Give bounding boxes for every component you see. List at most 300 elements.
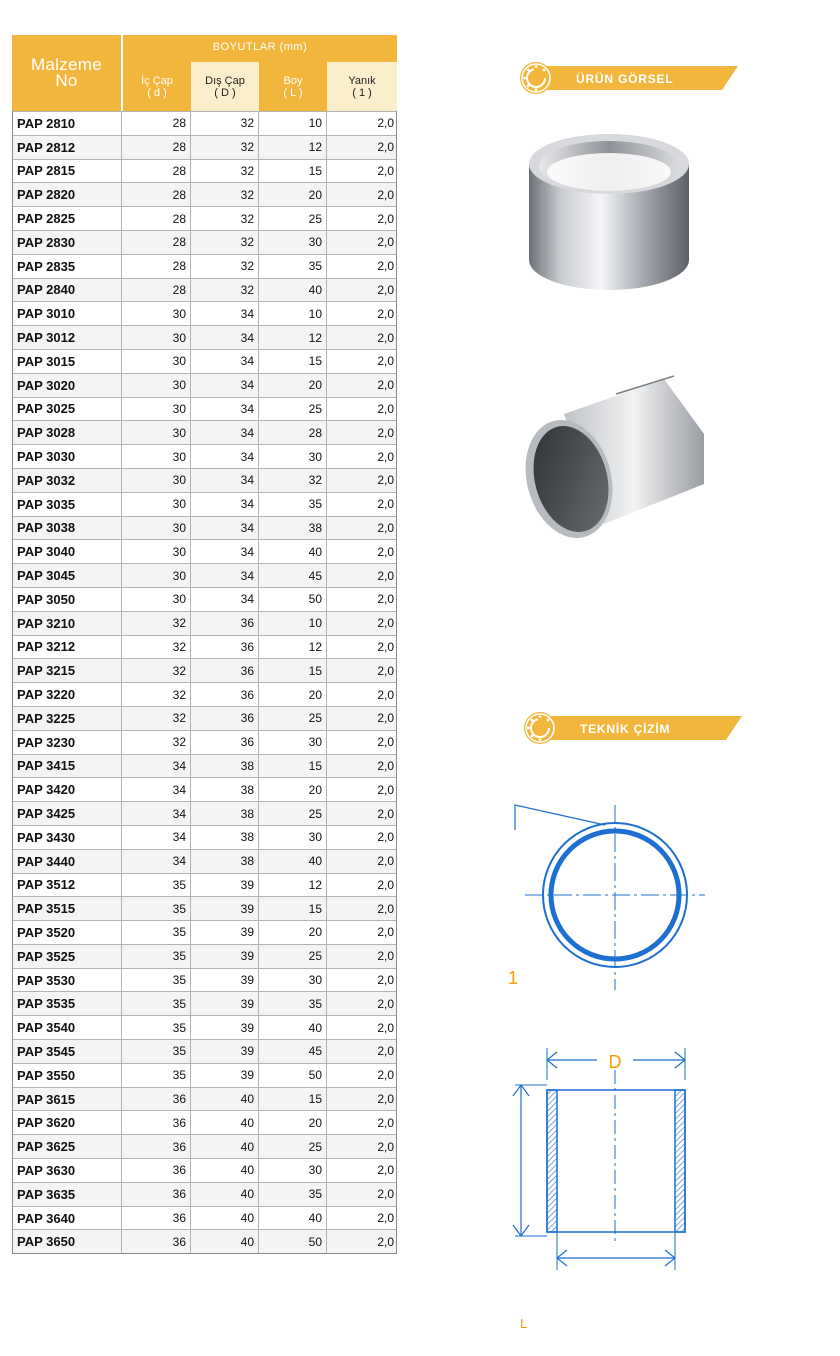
malzeme-no-cell: PAP 3440	[13, 850, 122, 873]
ic-cap-cell: 30	[122, 588, 191, 611]
malzeme-no-cell: PAP 3630	[13, 1159, 122, 1182]
ic-cap-cell: 36	[122, 1088, 191, 1111]
boy-cell: 40	[259, 1016, 327, 1039]
drawing-label-l: L	[520, 1316, 528, 1331]
table-row	[13, 1182, 396, 1206]
boy-cell: 50	[259, 1230, 327, 1253]
table-row	[13, 1063, 396, 1087]
yanik-cell: 2,0	[377, 282, 394, 297]
malzeme-no-cell: PAP 3212	[13, 636, 122, 659]
malzeme-no-cell: PAP 2815	[13, 160, 122, 183]
table-row	[13, 301, 396, 325]
yanik-cell: 2,0	[377, 735, 394, 750]
ic-cap-cell: 28	[122, 231, 191, 254]
boy-cell: 15	[259, 659, 327, 682]
boy-cell: 40	[259, 850, 327, 873]
malzeme-no-cell: PAP 3430	[13, 826, 122, 849]
yanik-cell: 2,0	[377, 592, 394, 607]
malzeme-no-cell: PAP 3425	[13, 802, 122, 825]
table-row	[13, 468, 396, 492]
table-row	[13, 777, 396, 801]
table-row	[13, 1158, 396, 1182]
malzeme-no-cell: PAP 3028	[13, 421, 122, 444]
header-boyutlar: BOYUTLAR (mm)	[212, 41, 308, 53]
ic-cap-cell: 32	[122, 636, 191, 659]
dimensions-table	[12, 35, 397, 1254]
malzeme-no-cell: PAP 3015	[13, 350, 122, 373]
boy-cell: 12	[259, 874, 327, 897]
boy-cell: 12	[259, 326, 327, 349]
boy-cell: 15	[259, 1088, 327, 1111]
malzeme-no-cell: PAP 3420	[13, 778, 122, 801]
table-row	[13, 420, 396, 444]
dis-cap-cell: 39	[191, 945, 259, 968]
yanik-cell: 2,0	[377, 544, 394, 559]
ic-cap-cell: 30	[122, 493, 191, 516]
drawing-side-view	[505, 1040, 705, 1285]
malzeme-no-cell: PAP 3520	[13, 921, 122, 944]
dis-cap-cell: 34	[191, 445, 259, 468]
table-row	[13, 896, 396, 920]
malzeme-no-cell: PAP 3050	[13, 588, 122, 611]
dis-cap-cell: 36	[191, 683, 259, 706]
yanik-cell: 2,0	[377, 1044, 394, 1059]
boy-cell: 12	[259, 636, 327, 659]
boy-cell: 25	[259, 802, 327, 825]
malzeme-no-cell: PAP 3415	[13, 755, 122, 778]
ic-cap-cell: 35	[122, 921, 191, 944]
boy-cell: 20	[259, 374, 327, 397]
malzeme-no-cell: PAP 2840	[13, 279, 122, 302]
yanik-cell: 2,0	[377, 1092, 394, 1107]
yanik-cell: 2,0	[377, 806, 394, 821]
table-row	[13, 444, 396, 468]
boy-cell: 35	[259, 255, 327, 278]
dis-cap-cell: 32	[191, 231, 259, 254]
dis-cap-cell: 40	[191, 1088, 259, 1111]
ic-cap-cell: 28	[122, 207, 191, 230]
boy-cell: 45	[259, 564, 327, 587]
urun-gorsel-banner	[520, 62, 760, 90]
teknik-cizim-title: TEKNİK ÇİZİM	[580, 722, 671, 736]
yanik-cell: 2,0	[377, 116, 394, 131]
ic-cap-cell: 30	[122, 326, 191, 349]
yanik-cell: 2,0	[377, 830, 394, 845]
ic-cap-cell: 30	[122, 374, 191, 397]
yanik-cell: 2,0	[377, 1211, 394, 1226]
boy-cell: 30	[259, 231, 327, 254]
dis-cap-cell: 32	[191, 112, 259, 135]
dis-cap-cell: 40	[191, 1207, 259, 1230]
yanik-cell: 2,0	[377, 568, 394, 583]
malzeme-no-cell: PAP 3210	[13, 612, 122, 635]
malzeme-no-cell: PAP 3012	[13, 326, 122, 349]
malzeme-no-cell: PAP 3650	[13, 1230, 122, 1253]
yanik-cell: 2,0	[377, 187, 394, 202]
dis-cap-cell: 38	[191, 850, 259, 873]
malzeme-no-cell: PAP 3635	[13, 1183, 122, 1206]
dis-cap-cell: 36	[191, 612, 259, 635]
yanik-cell: 2,0	[377, 330, 394, 345]
bearing-logo-icon	[520, 62, 552, 94]
dis-cap-cell: 40	[191, 1183, 259, 1206]
dis-cap-cell: 32	[191, 255, 259, 278]
boy-cell: 30	[259, 1159, 327, 1182]
table-row	[13, 230, 396, 254]
table-row	[13, 278, 396, 302]
yanik-cell: 2,0	[377, 449, 394, 464]
dis-cap-cell: 34	[191, 493, 259, 516]
ic-cap-cell: 32	[122, 683, 191, 706]
malzeme-no-cell: PAP 3225	[13, 707, 122, 730]
boy-cell: 25	[259, 1135, 327, 1158]
dis-cap-cell: 34	[191, 374, 259, 397]
dis-cap-cell: 32	[191, 160, 259, 183]
ic-cap-cell: 34	[122, 850, 191, 873]
boy-cell: 25	[259, 945, 327, 968]
dis-cap-cell: 36	[191, 707, 259, 730]
dis-cap-cell: 32	[191, 207, 259, 230]
yanik-cell: 2,0	[377, 973, 394, 988]
boy-cell: 20	[259, 921, 327, 944]
table-row	[13, 159, 396, 183]
yanik-cell: 2,0	[377, 497, 394, 512]
malzeme-no-cell: PAP 3030	[13, 445, 122, 468]
table-header	[12, 35, 397, 111]
dis-cap-cell: 39	[191, 1040, 259, 1063]
table-row	[13, 825, 396, 849]
dis-cap-cell: 39	[191, 969, 259, 992]
yanik-cell: 2,0	[377, 235, 394, 250]
ic-cap-cell: 34	[122, 826, 191, 849]
table-row	[13, 1087, 396, 1111]
table-row	[13, 111, 396, 135]
ic-cap-cell: 30	[122, 421, 191, 444]
ic-cap-cell: 36	[122, 1159, 191, 1182]
boy-cell: 25	[259, 707, 327, 730]
boy-cell: 20	[259, 778, 327, 801]
malzeme-no-cell: PAP 3035	[13, 493, 122, 516]
table-row	[13, 873, 396, 897]
table-row	[13, 135, 396, 159]
table-row	[13, 635, 396, 659]
header-dis-cap: Dış Çap ( D )	[191, 62, 259, 111]
table-row	[13, 1039, 396, 1063]
boy-cell: 30	[259, 445, 327, 468]
boy-cell: 15	[259, 160, 327, 183]
boy-cell: 15	[259, 755, 327, 778]
ic-cap-cell: 28	[122, 136, 191, 159]
boy-cell: 40	[259, 540, 327, 563]
dis-cap-cell: 36	[191, 731, 259, 754]
dis-cap-cell: 34	[191, 421, 259, 444]
boy-cell: 35	[259, 493, 327, 516]
table-row	[13, 754, 396, 778]
malzeme-no-cell: PAP 3215	[13, 659, 122, 682]
yanik-cell: 2,0	[377, 1234, 394, 1249]
boy-cell: 10	[259, 612, 327, 635]
malzeme-no-cell: PAP 3620	[13, 1111, 122, 1134]
malzeme-no-cell: PAP 3038	[13, 517, 122, 540]
yanik-cell: 2,0	[377, 949, 394, 964]
table-row	[13, 1110, 396, 1134]
drawing-label-d: D	[608, 1052, 622, 1072]
bearing-logo-icon	[524, 712, 556, 744]
table-row	[13, 991, 396, 1015]
ic-cap-cell: 30	[122, 564, 191, 587]
malzeme-no-cell: PAP 3525	[13, 945, 122, 968]
ic-cap-cell: 35	[122, 1040, 191, 1063]
dis-cap-cell: 34	[191, 398, 259, 421]
dis-cap-cell: 32	[191, 183, 259, 206]
boy-cell: 30	[259, 731, 327, 754]
ic-cap-cell: 32	[122, 612, 191, 635]
boy-cell: 35	[259, 1183, 327, 1206]
yanik-cell: 2,0	[377, 520, 394, 535]
ic-cap-cell: 35	[122, 992, 191, 1015]
malzeme-no-cell: PAP 3515	[13, 897, 122, 920]
boy-cell: 40	[259, 279, 327, 302]
ic-cap-cell: 35	[122, 1016, 191, 1039]
malzeme-no-cell: PAP 3040	[13, 540, 122, 563]
malzeme-no-cell: PAP 2810	[13, 112, 122, 135]
yanik-cell: 2,0	[377, 211, 394, 226]
table-row	[13, 1015, 396, 1039]
table-row	[13, 397, 396, 421]
ic-cap-cell: 36	[122, 1183, 191, 1206]
ic-cap-cell: 34	[122, 755, 191, 778]
boy-cell: 30	[259, 826, 327, 849]
malzeme-no-cell: PAP 3045	[13, 564, 122, 587]
table-row	[13, 325, 396, 349]
yanik-cell: 2,0	[377, 425, 394, 440]
yanik-cell: 2,0	[377, 877, 394, 892]
boy-cell: 35	[259, 992, 327, 1015]
dis-cap-cell: 38	[191, 778, 259, 801]
ic-cap-cell: 28	[122, 279, 191, 302]
yanik-cell: 2,0	[377, 639, 394, 654]
yanik-cell: 2,0	[377, 758, 394, 773]
boy-cell: 15	[259, 897, 327, 920]
table-row	[13, 730, 396, 754]
ic-cap-cell: 30	[122, 398, 191, 421]
yanik-cell: 2,0	[377, 1187, 394, 1202]
table-row	[13, 539, 396, 563]
yanik-cell: 2,0	[377, 473, 394, 488]
ic-cap-cell: 34	[122, 778, 191, 801]
malzeme-no-cell: PAP 3025	[13, 398, 122, 421]
yanik-cell: 2,0	[377, 354, 394, 369]
table-row	[13, 801, 396, 825]
malzeme-no-cell: PAP 3530	[13, 969, 122, 992]
yanik-cell: 2,0	[377, 1163, 394, 1178]
boy-cell: 28	[259, 421, 327, 444]
boy-cell: 25	[259, 207, 327, 230]
dis-cap-cell: 39	[191, 1016, 259, 1039]
boy-cell: 25	[259, 398, 327, 421]
table-row	[13, 682, 396, 706]
malzeme-no-cell: PAP 3625	[13, 1135, 122, 1158]
ic-cap-cell: 30	[122, 469, 191, 492]
dis-cap-cell: 34	[191, 302, 259, 325]
ic-cap-cell: 32	[122, 731, 191, 754]
malzeme-no-cell: PAP 2825	[13, 207, 122, 230]
malzeme-no-cell: PAP 2835	[13, 255, 122, 278]
yanik-cell: 2,0	[377, 1139, 394, 1154]
table-row	[13, 658, 396, 682]
table-row	[13, 206, 396, 230]
table-row	[13, 349, 396, 373]
teknik-cizim-banner	[524, 712, 764, 740]
boy-cell: 45	[259, 1040, 327, 1063]
dis-cap-cell: 34	[191, 350, 259, 373]
boy-cell: 50	[259, 588, 327, 611]
table-row	[13, 944, 396, 968]
malzeme-no-cell: PAP 3640	[13, 1207, 122, 1230]
malzeme-no-cell: PAP 3545	[13, 1040, 122, 1063]
dis-cap-cell: 34	[191, 540, 259, 563]
dis-cap-cell: 32	[191, 279, 259, 302]
dis-cap-cell: 39	[191, 897, 259, 920]
ic-cap-cell: 35	[122, 945, 191, 968]
ic-cap-cell: 36	[122, 1230, 191, 1253]
table-row	[13, 1206, 396, 1230]
table-row	[13, 706, 396, 730]
urun-gorsel-title: ÜRÜN GÖRSEL	[576, 72, 674, 86]
ic-cap-cell: 28	[122, 160, 191, 183]
table-row	[13, 968, 396, 992]
ic-cap-cell: 35	[122, 969, 191, 992]
table-row	[13, 849, 396, 873]
ic-cap-cell: 36	[122, 1135, 191, 1158]
dis-cap-cell: 36	[191, 659, 259, 682]
malzeme-no-cell: PAP 3535	[13, 992, 122, 1015]
malzeme-no-cell: PAP 2820	[13, 183, 122, 206]
ic-cap-cell: 35	[122, 897, 191, 920]
yanik-cell: 2,0	[377, 663, 394, 678]
yanik-cell: 2,0	[377, 1020, 394, 1035]
boy-cell: 20	[259, 683, 327, 706]
ic-cap-cell: 32	[122, 659, 191, 682]
malzeme-no-cell: PAP 3230	[13, 731, 122, 754]
yanik-cell: 2,0	[377, 616, 394, 631]
header-boy: Boy ( L )	[283, 74, 303, 99]
ic-cap-cell: 30	[122, 350, 191, 373]
boy-cell: 38	[259, 517, 327, 540]
yanik-cell: 2,0	[377, 854, 394, 869]
yanik-cell: 2,0	[377, 259, 394, 274]
table-row	[13, 182, 396, 206]
dis-cap-cell: 39	[191, 992, 259, 1015]
bushing-photo-steel	[524, 128, 694, 313]
ic-cap-cell: 30	[122, 517, 191, 540]
ic-cap-cell: 35	[122, 874, 191, 897]
yanik-cell: 2,0	[377, 163, 394, 178]
dis-cap-cell: 34	[191, 326, 259, 349]
table-row	[13, 563, 396, 587]
ic-cap-cell: 28	[122, 255, 191, 278]
ic-cap-cell: 32	[122, 707, 191, 730]
boy-cell: 40	[259, 1207, 327, 1230]
malzeme-no-cell: PAP 3540	[13, 1016, 122, 1039]
boy-cell: 20	[259, 1111, 327, 1134]
dis-cap-cell: 39	[191, 1064, 259, 1087]
ic-cap-cell: 36	[122, 1207, 191, 1230]
dis-cap-cell: 36	[191, 636, 259, 659]
dis-cap-cell: 40	[191, 1135, 259, 1158]
drawing-label-1: 1	[508, 968, 519, 988]
dis-cap-cell: 38	[191, 826, 259, 849]
ic-cap-cell: 30	[122, 540, 191, 563]
boy-cell: 32	[259, 469, 327, 492]
header-malzeme-no: Malzeme No	[30, 55, 103, 90]
dis-cap-cell: 34	[191, 469, 259, 492]
yanik-cell: 2,0	[377, 687, 394, 702]
boy-cell: 10	[259, 112, 327, 135]
header-yanik: Yanık ( 1 )	[327, 62, 397, 111]
dis-cap-cell: 34	[191, 588, 259, 611]
yanik-cell: 2,0	[377, 996, 394, 1011]
dis-cap-cell: 40	[191, 1159, 259, 1182]
dis-cap-cell: 32	[191, 136, 259, 159]
ic-cap-cell: 36	[122, 1111, 191, 1134]
table-row	[13, 254, 396, 278]
dis-cap-cell: 40	[191, 1230, 259, 1253]
malzeme-no-cell: PAP 3032	[13, 469, 122, 492]
yanik-cell: 2,0	[377, 306, 394, 321]
boy-cell: 30	[259, 969, 327, 992]
yanik-cell: 2,0	[377, 711, 394, 726]
boy-cell: 10	[259, 302, 327, 325]
table-body	[12, 111, 397, 1254]
yanik-cell: 2,0	[377, 925, 394, 940]
malzeme-no-cell: PAP 3615	[13, 1088, 122, 1111]
boy-cell: 12	[259, 136, 327, 159]
header-ic-cap: İç Çap ( d )	[141, 74, 173, 99]
yanik-cell: 2,0	[377, 901, 394, 916]
table-row	[13, 920, 396, 944]
malzeme-no-cell: PAP 2812	[13, 136, 122, 159]
ic-cap-cell: 28	[122, 183, 191, 206]
ic-cap-cell: 30	[122, 302, 191, 325]
yanik-cell: 2,0	[377, 140, 394, 155]
yanik-cell: 2,0	[377, 401, 394, 416]
table-row	[13, 611, 396, 635]
table-row	[13, 373, 396, 397]
boy-cell: 20	[259, 183, 327, 206]
yanik-cell: 2,0	[377, 1115, 394, 1130]
ic-cap-cell: 34	[122, 802, 191, 825]
bushing-photo-coated	[524, 374, 714, 549]
ic-cap-cell: 35	[122, 1064, 191, 1087]
table-row	[13, 492, 396, 516]
malzeme-no-cell: PAP 3020	[13, 374, 122, 397]
malzeme-no-cell: PAP 3512	[13, 874, 122, 897]
ic-cap-cell: 28	[122, 112, 191, 135]
boy-cell: 15	[259, 350, 327, 373]
table-row	[13, 587, 396, 611]
table-row	[13, 1229, 396, 1253]
drawing-front-view	[505, 800, 715, 1005]
table-row	[13, 1134, 396, 1158]
yanik-cell: 2,0	[377, 378, 394, 393]
dis-cap-cell: 39	[191, 921, 259, 944]
malzeme-no-cell: PAP 3220	[13, 683, 122, 706]
dis-cap-cell: 34	[191, 564, 259, 587]
yanik-cell: 2,0	[377, 782, 394, 797]
malzeme-no-cell: PAP 3550	[13, 1064, 122, 1087]
dis-cap-cell: 34	[191, 517, 259, 540]
